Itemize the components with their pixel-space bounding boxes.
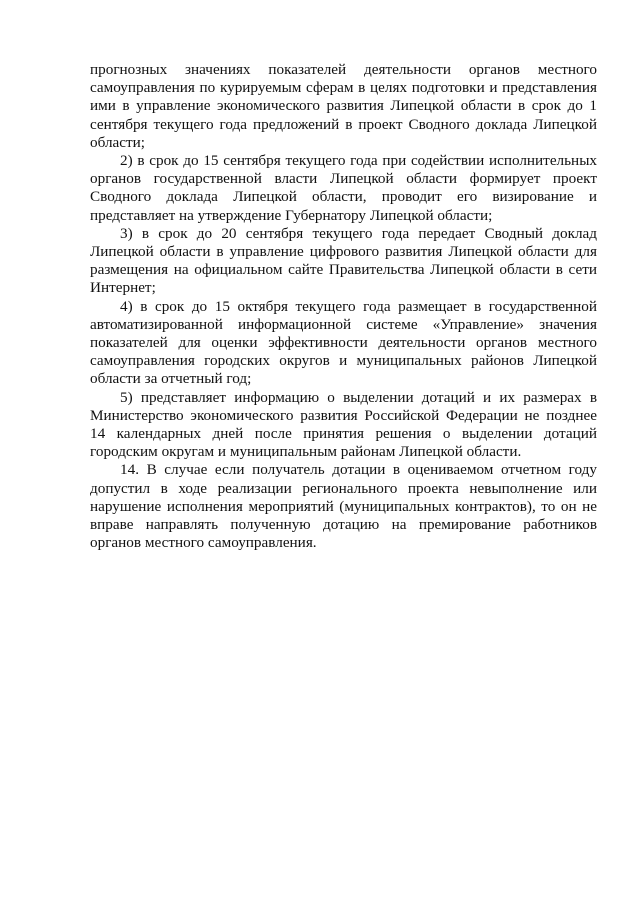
paragraph-continuation: прогнозных значениях показателей деятельности органов местного самоуправления по курируемым сферам в целях подготовки и представления ими в управление экономического развития Липецкой области в срок до 1 сентября текущего года предложений в проект Сводного доклада Липецкой области;	[90, 61, 597, 151]
paragraph-section-14: 14. В случае если получатель дотации в оцениваемом отчетном году допустил в ходе реализации регионального проекта невыполнение или нарушение исполнения мероприятий (муниципальных контрактов), то он не вправе направлять полученную дотацию на премирование работников органов местного самоуправления.	[90, 461, 597, 552]
paragraph-item-4: 4) в срок до 15 октября текущего года размещает в государственной автоматизированной информационной системе «Управление» значения показателей для оценки эффективности деятельности органов местного самоуправления городских округов и муниципальных районов Липецкой области за отчетный год;	[90, 297, 597, 388]
paragraph-item-5: 5) представляет информацию о выделении дотаций и их размерах в Министерство экономического развития Российской Федерации не позднее 14 календарных дней после принятия решения о выделении дотаций городским округам и муниципальным районам Липецкой области.	[90, 388, 597, 461]
paragraph-item-2: 2) в срок до 15 сентября текущего года при содействии исполнительных органов государственной власти Липецкой области формирует проект Сводного доклада Липецкой области, проводит его визирование и представляет на утверждение Губернатору Липецкой области;	[90, 152, 597, 224]
document-body	[90, 61, 597, 552]
paragraph-item-3: 3) в срок до 20 сентября текущего года передает Сводный доклад Липецкой области в управление цифрового развития Липецкой области для размещения на официальном сайте Правительства Липецкой области в сети Интернет;	[90, 224, 597, 297]
